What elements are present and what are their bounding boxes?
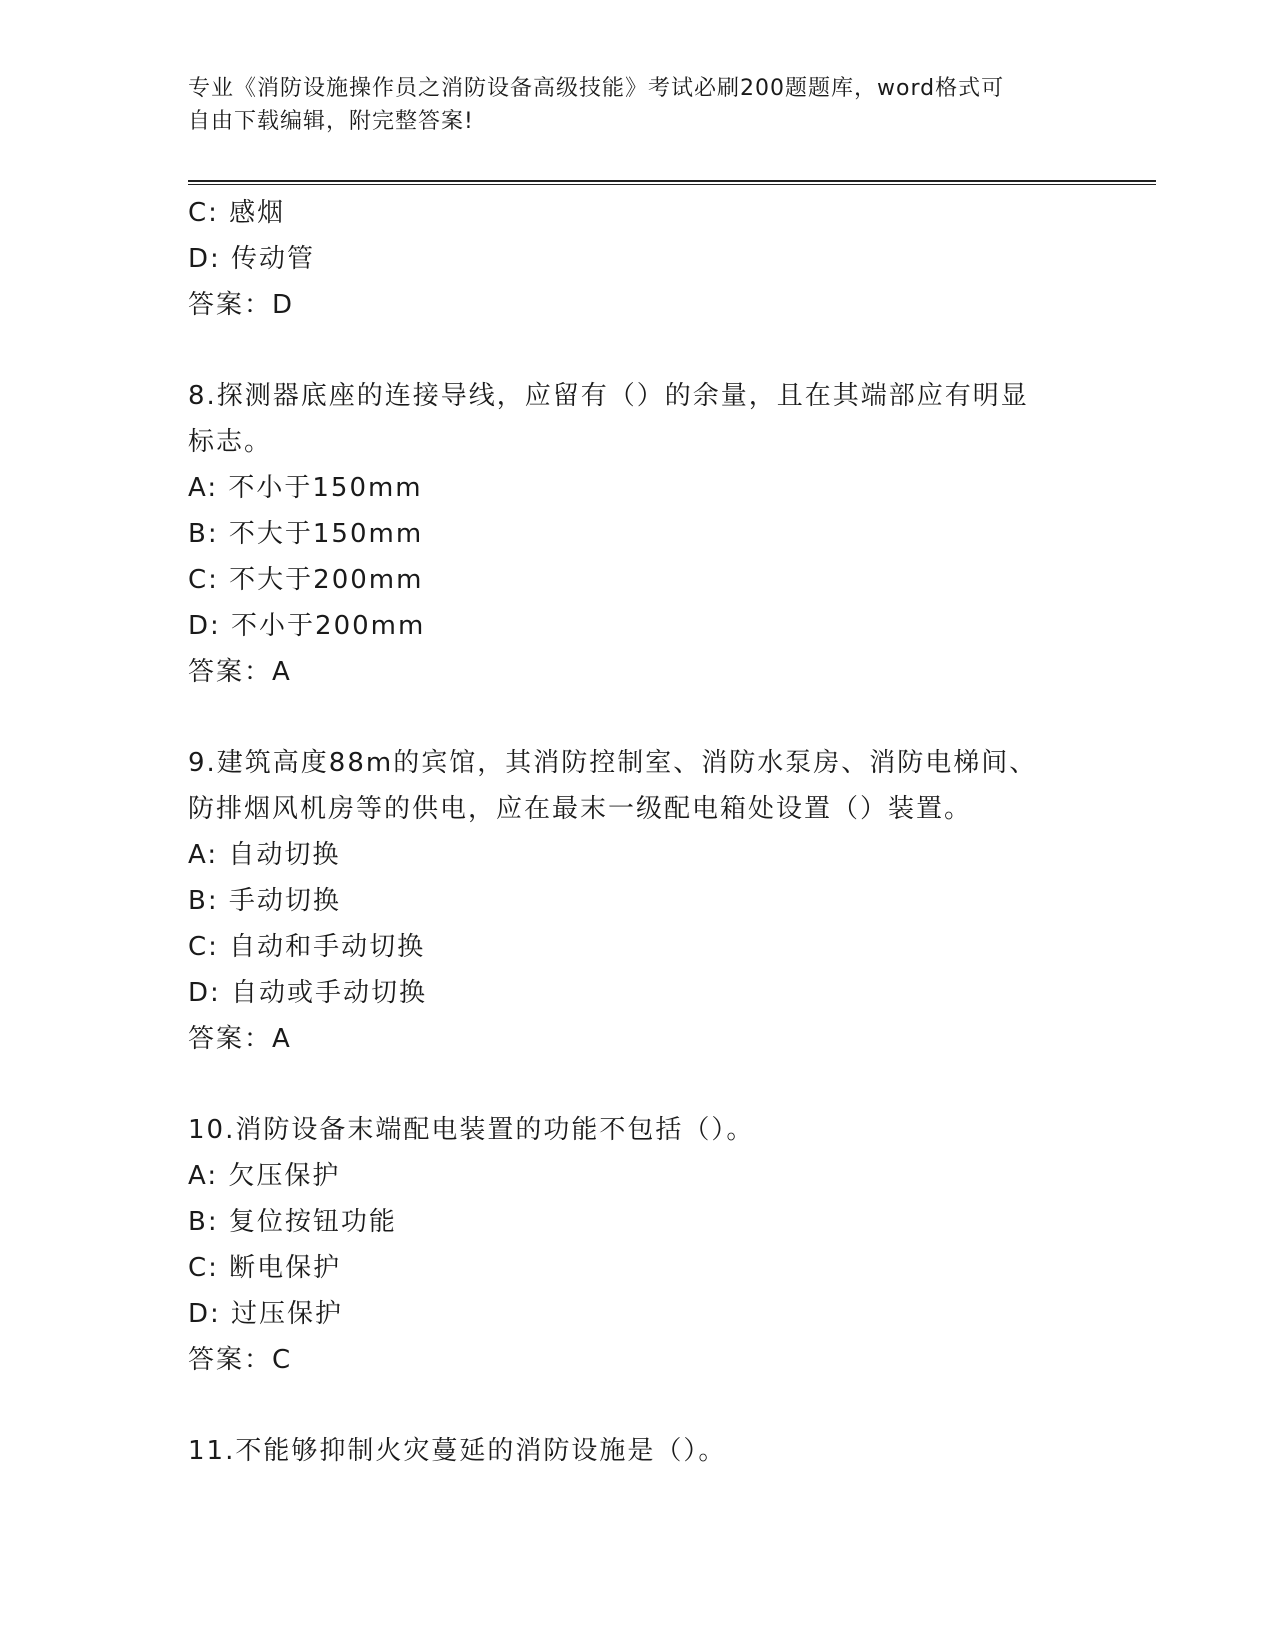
spacer bbox=[188, 695, 1088, 740]
option-d: D: 自动或手动切换 bbox=[188, 978, 428, 1008]
option-a: A: 不小于150mm bbox=[188, 473, 423, 503]
question-text: 标志。 bbox=[188, 427, 273, 457]
option-d: D: 传动管 bbox=[188, 244, 316, 274]
option-b: B: 手动切换 bbox=[188, 886, 341, 916]
answer-line: 答案：D bbox=[188, 290, 295, 320]
document-body bbox=[188, 190, 1088, 1474]
option-c: C: 感烟 bbox=[188, 198, 286, 228]
page-header bbox=[188, 72, 1088, 138]
option-b: B: 不大于150mm bbox=[188, 519, 424, 549]
option-c: C: 不大于200mm bbox=[188, 565, 424, 595]
spacer bbox=[188, 1062, 1088, 1107]
question-11 bbox=[188, 1428, 1088, 1474]
option-c: C: 断电保护 bbox=[188, 1253, 342, 1283]
option-d: D: 过压保护 bbox=[188, 1299, 344, 1329]
question-text: 9.建筑高度88m的宾馆，其消防控制室、消防水泵房、消防电梯间、 bbox=[188, 748, 1038, 778]
header-rule-thick bbox=[188, 180, 1156, 182]
answer-line: 答案：C bbox=[188, 1345, 293, 1375]
question-7-tail bbox=[188, 190, 1088, 328]
question-text: 11.不能够抑制火灾蔓延的消防设施是（）。 bbox=[188, 1436, 727, 1466]
option-a: A: 自动切换 bbox=[188, 840, 341, 870]
header-rule-thin bbox=[188, 184, 1156, 185]
question-10 bbox=[188, 1107, 1088, 1383]
spacer bbox=[188, 328, 1088, 373]
header-line-2: 自由下载编辑，附完整答案! bbox=[188, 109, 474, 134]
answer-line: 答案：A bbox=[188, 1024, 292, 1054]
option-d: D: 不小于200mm bbox=[188, 611, 426, 641]
question-9 bbox=[188, 740, 1088, 1062]
question-text: 8.探测器底座的连接导线，应留有（）的余量，且在其端部应有明显 bbox=[188, 381, 1029, 411]
question-text: 10.消防设备末端配电装置的功能不包括（）。 bbox=[188, 1115, 755, 1145]
header-line-1: 专业《消防设施操作员之消防设备高级技能》考试必刷200题题库，word格式可 bbox=[188, 76, 1005, 101]
spacer bbox=[188, 1383, 1088, 1428]
question-text: 防排烟风机房等的供电，应在最末一级配电箱处设置（）装置。 bbox=[188, 794, 973, 824]
answer-line: 答案：A bbox=[188, 657, 292, 687]
option-c: C: 自动和手动切换 bbox=[188, 932, 426, 962]
option-b: B: 复位按钮功能 bbox=[188, 1207, 397, 1237]
question-8 bbox=[188, 373, 1088, 695]
option-a: A: 欠压保护 bbox=[188, 1161, 341, 1191]
